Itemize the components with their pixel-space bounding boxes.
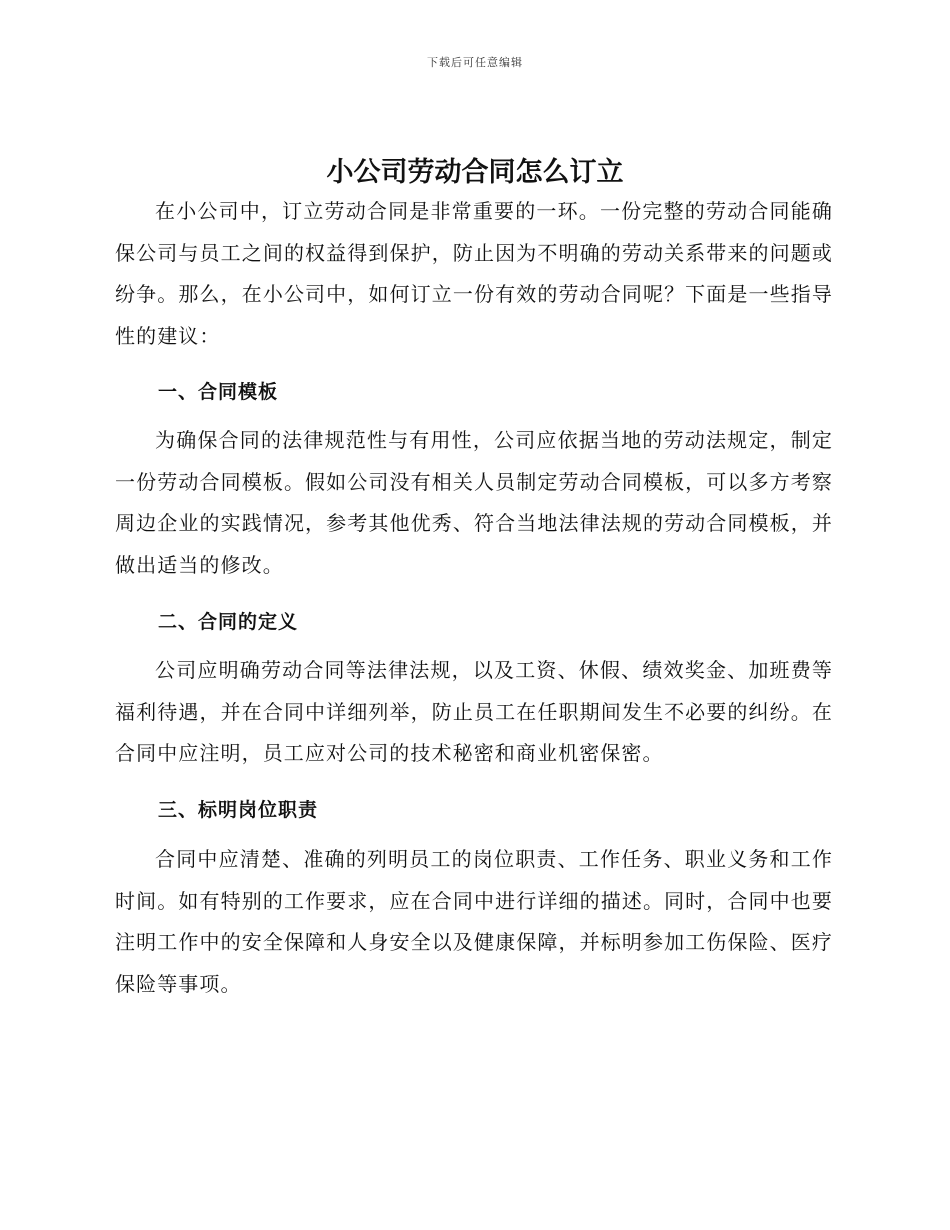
- section-paragraph-1: 为确保合同的法律规范性与有用性，公司应依据当地的劳动法规定，制定一份劳动合同模板。假如公司没有相关人员制定劳动合同模板，可以多方考察周边企业的实践情况，参考其他优秀、符合当地法律法规的劳动合同模板，并做出适当的修改。: [115, 428, 833, 577]
- section-paragraph-3: 合同中应清楚、准确的列明员工的岗位职责、工作任务、职业义务和工作时间。如有特别的工作要求，应在合同中进行详细的描述。同时，合同中也要注明工作中的安全保障和人身安全以及健康保障，并标明参加工伤保险、医疗保险等事项。: [115, 847, 833, 996]
- section-paragraph-2: 公司应明确劳动合同等法律法规，以及工资、休假、绩效奖金、加班费等福利待遇，并在合同中详细列举，防止员工在任职期间发生不必要的纠纷。在合同中应注明，员工应对公司的技术秘密和商业机密保密。: [115, 658, 833, 765]
- section-heading-2: 二、合同的定义: [158, 611, 299, 633]
- section-heading-3: 三、标明岗位职责: [158, 799, 319, 821]
- header-note: 下载后可任意编辑: [427, 56, 523, 69]
- document-title: 小公司劳动合同怎么订立: [326, 157, 624, 188]
- section-heading-1: 一、合同模板: [158, 381, 279, 403]
- intro-paragraph: 在小公司中，订立劳动合同是非常重要的一环。一份完整的劳动合同能确保公司与员工之间的权益得到保护，防止因为不明确的劳动关系带来的问题或纷争。那么，在小公司中，如何订立一份有效的劳动合同呢？下面是一些指导性的建议：: [115, 199, 833, 348]
